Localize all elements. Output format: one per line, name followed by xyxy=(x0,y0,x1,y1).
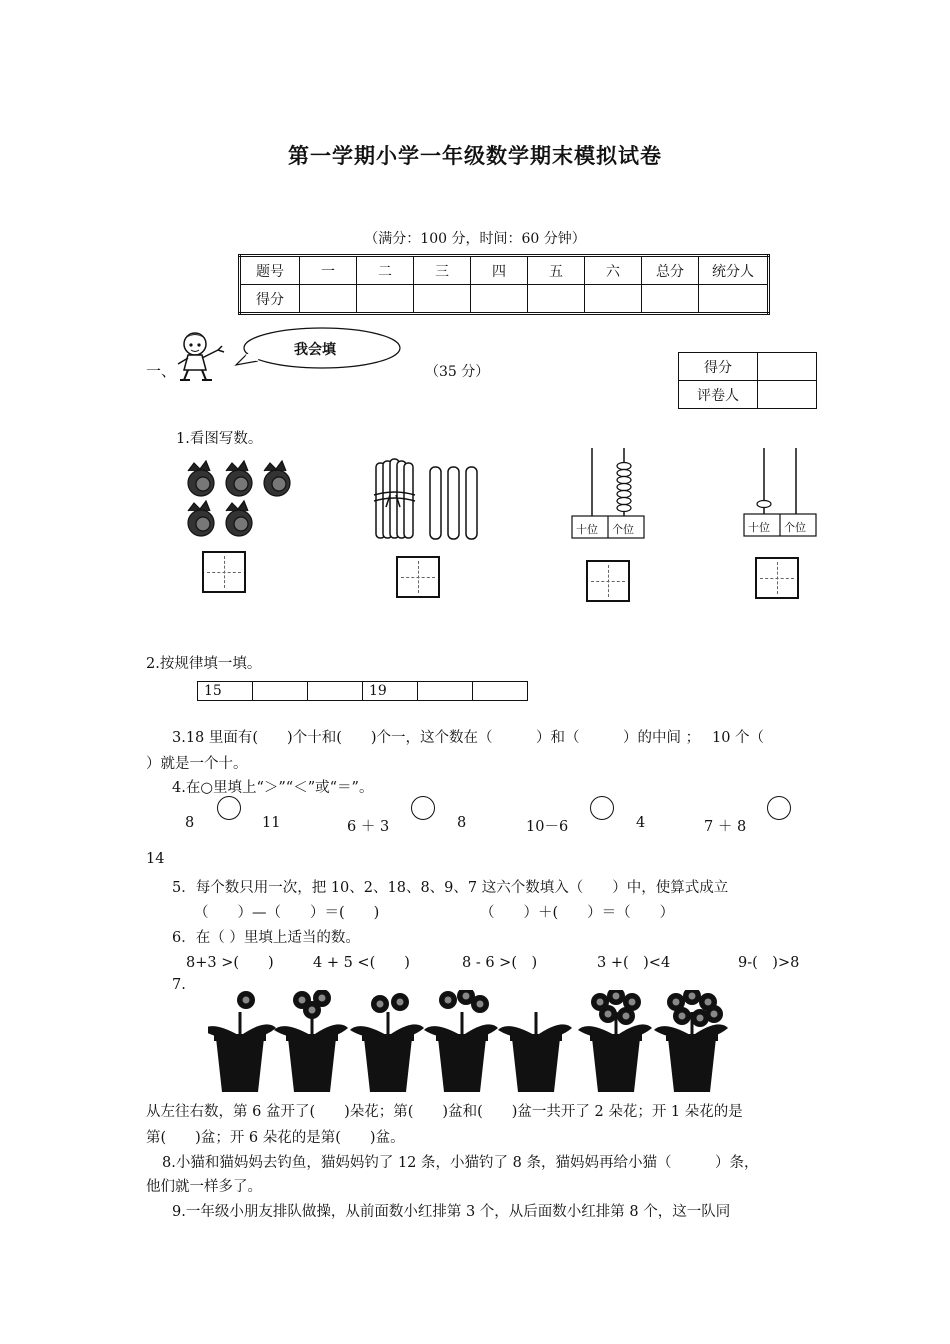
abacus-ones-label: 个位 xyxy=(612,523,634,536)
q5-equation: （ ）＋( ）＝（ ） xyxy=(480,905,675,921)
score-header-cell: 统分人 xyxy=(699,256,769,285)
score-cell[interactable] xyxy=(642,285,699,314)
sequence-cell[interactable] xyxy=(473,682,528,701)
score-row-label: 得分 xyxy=(240,285,300,314)
q6-item: 8+3 >( ) xyxy=(186,955,274,971)
abacus-tens-label: 十位 xyxy=(748,521,770,534)
sequence-cell[interactable] xyxy=(418,682,473,701)
score-header-cell: 三 xyxy=(414,256,471,285)
score-cell[interactable] xyxy=(300,285,357,314)
compare-left: 7 ＋ 8 xyxy=(704,819,747,835)
sticks-bundle-icon xyxy=(368,455,488,545)
q8-line2: 他们就一样多了。 xyxy=(146,1179,262,1195)
q3-line1: 3.18 里面有( )个十和( )个一，这个数在（ ）和（ ）的中间 ； 10 个（ xyxy=(172,730,765,746)
compare-right: 14 xyxy=(146,851,165,867)
compare-circle[interactable] xyxy=(767,796,791,820)
section-points: （35 分） xyxy=(425,364,490,380)
score-header-cell: 六 xyxy=(585,256,642,285)
grader-score-label: 得分 xyxy=(679,353,758,381)
grader-name-label: 评卷人 xyxy=(679,381,758,409)
grader-score-cell[interactable] xyxy=(758,353,817,381)
score-cell[interactable] xyxy=(699,285,769,314)
score-cell[interactable] xyxy=(585,285,642,314)
q5-equation: （ ）—（ ）＝( ) xyxy=(194,905,380,921)
q9-line1: 9.一年级小朋友排队做操，从前面数小红排第 3 个，从后面数小红排第 8 个，这一队同 xyxy=(172,1204,731,1220)
answer-box[interactable] xyxy=(586,560,630,602)
q1-text: 1.看图写数。 xyxy=(176,431,263,447)
score-cell[interactable] xyxy=(471,285,528,314)
compare-circle[interactable] xyxy=(411,796,435,820)
score-table xyxy=(238,254,770,315)
score-header-cell: 二 xyxy=(357,256,414,285)
q6-item: 4 + 5 <( ) xyxy=(313,955,410,971)
answer-box[interactable] xyxy=(202,551,246,593)
grader-table xyxy=(678,352,817,409)
q6-text: 6．在（ ）里填上适当的数。 xyxy=(172,930,360,946)
cartoon-child-icon xyxy=(170,328,232,384)
answer-box[interactable] xyxy=(755,557,799,599)
page-title: 第一学期小学一年级数学期末模拟试卷 xyxy=(288,144,662,168)
exam-info: （满分：100 分，时间：60 分钟） xyxy=(364,231,586,247)
compare-circle[interactable] xyxy=(217,796,241,820)
compare-left: 8 xyxy=(185,815,195,831)
compare-circle[interactable] xyxy=(590,796,614,820)
score-header-cell: 五 xyxy=(528,256,585,285)
answer-box[interactable] xyxy=(396,556,440,598)
sequence-cell[interactable] xyxy=(308,682,363,701)
q7-line2: 第( )盆；开 6 朵花的是第( )盆。 xyxy=(146,1130,405,1146)
q3-line2: ）就是一个十。 xyxy=(146,756,248,772)
sequence-cell: 19 xyxy=(363,682,418,701)
peaches-icon xyxy=(180,455,302,537)
score-header-cell: 一 xyxy=(300,256,357,285)
compare-left: 6 ＋ 3 xyxy=(347,819,390,835)
compare-right: 8 xyxy=(457,815,467,831)
compare-left: 10－6 xyxy=(526,819,569,835)
compare-right: 4 xyxy=(636,815,646,831)
score-header-cell: 题号 xyxy=(240,256,300,285)
grader-name-cell[interactable] xyxy=(758,381,817,409)
score-cell[interactable] xyxy=(414,285,471,314)
sequence-cell: 15 xyxy=(198,682,253,701)
q4-text: 4.在○里填上“＞”“＜”或“＝”。 xyxy=(172,780,374,796)
q2-text: 2.按规律填一填。 xyxy=(146,656,262,672)
score-header-cell: 总分 xyxy=(642,256,699,285)
q5-line1: 5．每个数只用一次，把 10、2、18、8、9、7 这六个数填入（ ）中，使算式成立 xyxy=(172,880,729,896)
score-header-cell: 四 xyxy=(471,256,528,285)
bubble-text: 我会填 xyxy=(294,342,336,358)
score-cell[interactable] xyxy=(357,285,414,314)
score-cell[interactable] xyxy=(528,285,585,314)
q6-item: 3 +( )<4 xyxy=(597,955,671,971)
compare-right: 11 xyxy=(262,815,281,831)
q7-number: 7. xyxy=(172,977,186,993)
q7-line1: 从左往右数，第 6 盆开了( )朵花；第( )盆和( )盆一共开了 2 朵花；开 1 朵花的是 xyxy=(146,1104,743,1120)
abacus-tens-label: 十位 xyxy=(576,523,598,536)
flower-pots-icon xyxy=(208,990,738,1095)
abacus-ones-label: 个位 xyxy=(784,521,806,534)
q6-item: 8 - 6 >( ) xyxy=(462,955,538,971)
sequence-cell[interactable] xyxy=(253,682,308,701)
q6-item: 9-( )>8 xyxy=(738,955,800,971)
q8-line1: 8.小猫和猫妈妈去钓鱼，猫妈妈钓了 12 条，小猫钓了 8 条，猫妈妈再给小猫（ ）条， xyxy=(162,1155,759,1171)
sequence-table xyxy=(197,681,528,701)
section-number: 一、 xyxy=(146,362,177,380)
